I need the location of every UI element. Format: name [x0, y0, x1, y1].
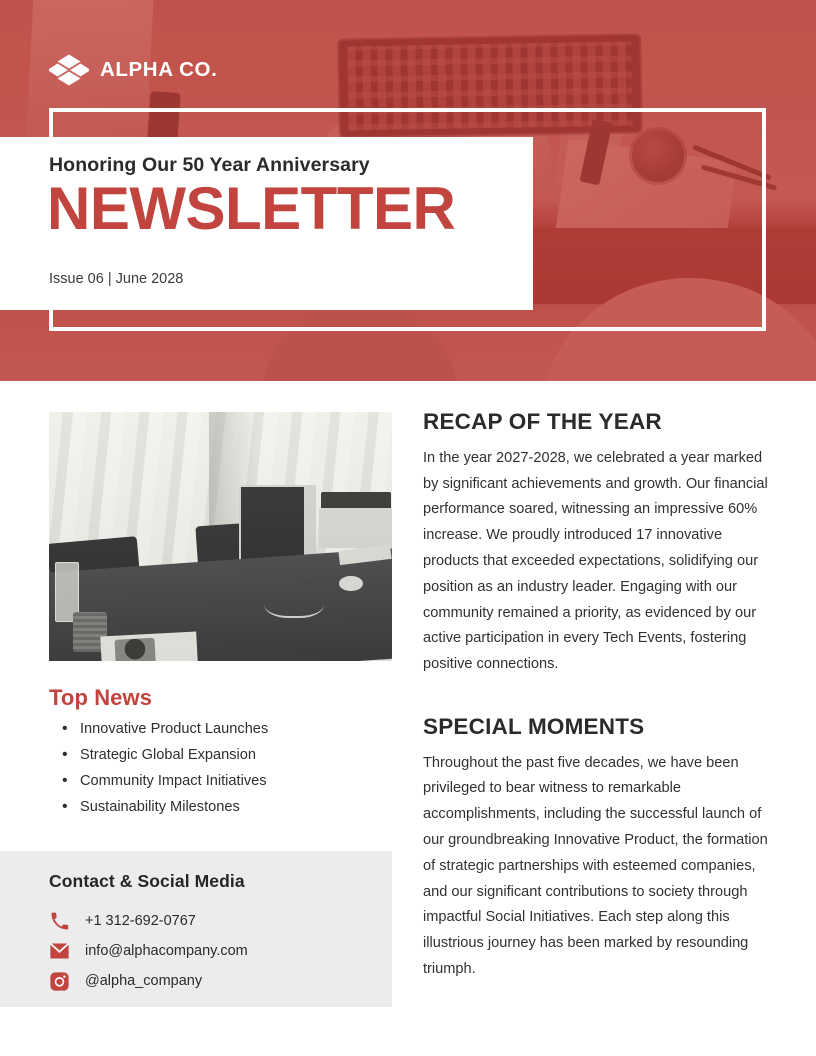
- diamond-cluster-logo-icon: [49, 54, 89, 86]
- contact-row-phone[interactable]: [49, 906, 392, 936]
- feature-photo: [49, 412, 392, 661]
- top-news-list: [49, 722, 392, 826]
- hero-title-card: [0, 137, 533, 310]
- special-moments-heading: SPECIAL MOMENTS: [423, 713, 645, 739]
- list-item: • Sustainability Milestones: [80, 800, 392, 826]
- right-column: [423, 410, 768, 983]
- contact-instagram-value: @alpha_company: [85, 972, 203, 989]
- left-column: [49, 412, 392, 826]
- contact-heading: Contact & Social Media: [49, 871, 245, 891]
- brand-logo: [49, 54, 217, 86]
- list-item: • Strategic Global Expansion: [80, 748, 392, 774]
- instagram-icon: [49, 971, 69, 991]
- contact-panel: [0, 851, 392, 1007]
- top-news-heading: Top News: [49, 685, 153, 710]
- hero-issue-line: Issue 06 | June 2028: [49, 271, 184, 287]
- contact-email-value: info@alphacompany.com: [85, 942, 248, 959]
- contact-rows: [49, 906, 392, 996]
- recap-body: In the year 2027-2028, we celebrated a year marked by significant achievements and growth. Our financial performance soared, witnessing an impressive 60% increase. We proudly introduced 17 innovative products that exceeded expectations, solidifying our position as an industry leader. Engaging with our community remained a priority, as evidenced by our active participation in every Tech Events, fostering positive connections.: [423, 449, 768, 673]
- section-spacer: [423, 678, 768, 715]
- contact-row-instagram[interactable]: [49, 966, 392, 996]
- brand-name: ALPHA CO.: [100, 57, 218, 81]
- special-moments-body: Throughout the past five decades, we have been privileged to bear witness to remarkable accomplishments, including the successful launch of our groundbreaking Innovative Product, the formation of strategic partnerships with esteemed companies, and our significant contributions to society through impactful Social Initiatives. Each step along this illustrious journey has been marked by resounding triumph.: [423, 754, 768, 978]
- phone-icon: [49, 911, 69, 931]
- envelope-icon: [49, 941, 69, 961]
- list-item: • Community Impact Initiatives: [80, 774, 392, 800]
- recap-heading: RECAP OF THE YEAR: [423, 409, 662, 434]
- contact-row-email[interactable]: [49, 936, 392, 966]
- contact-phone-value: +1 312-692-0767: [85, 912, 196, 929]
- feature-photo-grain: [49, 412, 392, 661]
- page-title: NEWSLETTER: [47, 175, 456, 242]
- hero-eyebrow: Honoring Our 50 Year Anniversary: [49, 154, 370, 176]
- header-banner: [0, 0, 816, 381]
- list-item: • Innovative Product Launches: [80, 722, 392, 748]
